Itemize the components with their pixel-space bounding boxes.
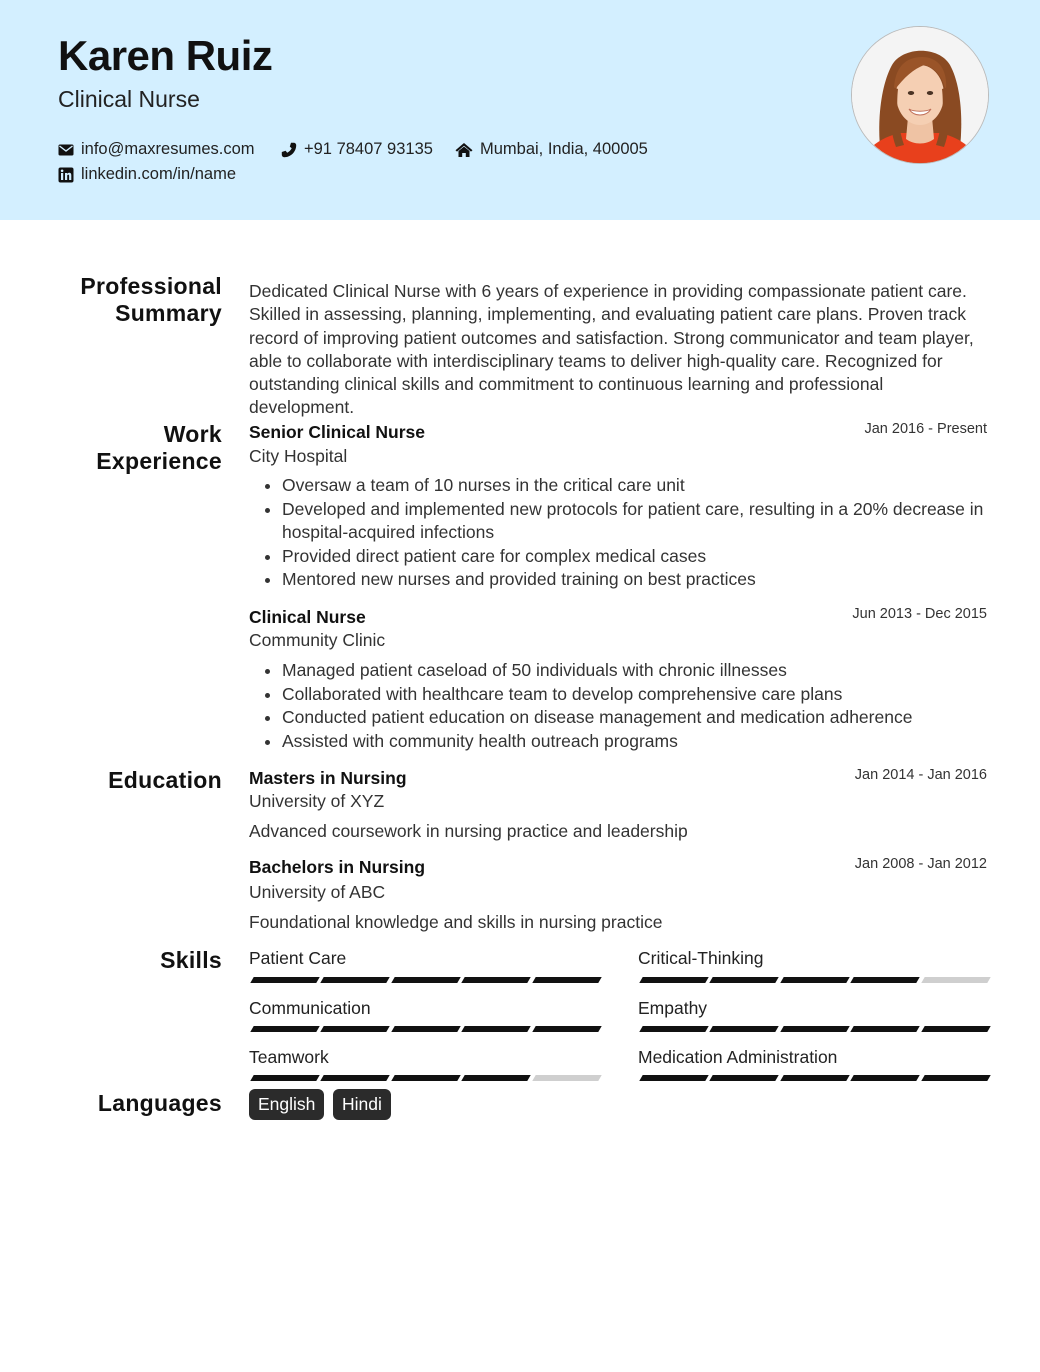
skill-level-segment: [921, 1026, 991, 1032]
skill-label: Critical-Thinking: [638, 948, 764, 968]
list-item: • Collaborated with healthcare team to develop comprehensive care plans: [282, 683, 987, 707]
phone-text: +91 78407 93135: [304, 140, 433, 158]
skill-level-segment: [850, 977, 920, 983]
list-item: • Developed and implemented new protocols for patient care, resulting in a 20% decrease in hospital-acquired infections: [282, 498, 987, 545]
skill-level-segment: [639, 1075, 709, 1081]
skill-level-segment: [391, 1075, 461, 1081]
section-title-education: Education: [108, 767, 222, 793]
skill-level-segment: [639, 977, 709, 983]
candidate-name: Karen Ruiz: [58, 32, 273, 79]
portrait-image: [852, 27, 988, 163]
address-text: Mumbai, India, 400005: [480, 140, 648, 158]
edu-date: Jan 2014 - Jan 2016: [854, 767, 987, 783]
skill-bar: [252, 977, 600, 983]
contact-linkedin[interactable]: [58, 165, 236, 184]
contact-address: [455, 140, 648, 159]
linkedin-text: linkedin.com/in/name: [81, 165, 236, 183]
skill-level-segment: [250, 977, 320, 983]
skill-level-segment: [780, 1075, 850, 1081]
skill-level-segment: [461, 1026, 531, 1032]
job-bullets: [249, 474, 987, 592]
list-item: • Oversaw a team of 10 nurses in the critical care unit: [282, 474, 987, 498]
skill-level-segment: [850, 1075, 920, 1081]
section-title-skills: Skills: [160, 947, 222, 973]
edu-degree: Masters in Nursing: [249, 768, 407, 788]
contact-email[interactable]: [58, 140, 255, 159]
list-item: • Conducted patient education on disease management and medication adherence: [282, 706, 987, 730]
skill-label: Communication: [249, 998, 371, 1018]
skill-level-segment: [710, 1026, 780, 1032]
edu-desc: Advanced coursework in nursing practice and leadership: [249, 821, 688, 841]
skill-level-segment: [639, 1026, 709, 1032]
list-item: • Assisted with community health outreach programs: [282, 730, 987, 754]
candidate-title: Clinical Nurse: [58, 86, 200, 112]
skill-level-segment: [532, 977, 602, 983]
skill-level-segment: [710, 977, 780, 983]
job-date: Jan 2016 - Present: [864, 421, 987, 437]
list-item: • Provided direct patient care for complex medical cases: [282, 545, 987, 569]
skill-level-segment: [250, 1075, 320, 1081]
skill-label: Medication Administration: [638, 1047, 838, 1067]
email-text: info@maxresumes.com: [81, 140, 255, 158]
skill-level-segment: [391, 977, 461, 983]
job-org: City Hospital: [249, 446, 348, 466]
resume-header: [0, 0, 1040, 220]
skill-label: Empathy: [638, 998, 708, 1018]
skill-label: Teamwork: [249, 1047, 329, 1067]
skill-level-segment: [921, 1075, 991, 1081]
skill-level-segment: [780, 1026, 850, 1032]
skill-label: Patient Care: [249, 948, 347, 968]
language-chip: Hindi: [333, 1089, 391, 1120]
skill-bar: [252, 1026, 600, 1032]
skill-level-segment: [321, 1075, 391, 1081]
contact-phone[interactable]: [281, 140, 433, 159]
edu-degree: Bachelors in Nursing: [249, 857, 426, 877]
job-role: Senior Clinical Nurse: [249, 422, 426, 442]
skill-level-segment: [391, 1026, 461, 1032]
summary-text: Dedicated Clinical Nurse with 6 years of experience in providing compassionate patient care. Skilled in assessing, planning, implementing, and evaluating patient care plans. Proven track record of improving patient outcomes and satisfaction. Strong communicator and team player, able to collaborate with interdisciplinary teams to deliver high-quality care. Recognized for outstanding clinical skills and commitment to continuous learning and professional development.: [249, 281, 974, 418]
job-date: Jun 2013 - Dec 2015: [852, 606, 987, 622]
skill-level-segment: [461, 1075, 531, 1081]
skill-level-segment: [321, 1026, 391, 1032]
profile-photo: [851, 26, 989, 164]
skill-level-segment: [532, 1026, 602, 1032]
job-role: Clinical Nurse: [249, 607, 366, 627]
job-bullets: [249, 659, 987, 753]
skill-level-segment: [321, 977, 391, 983]
envelope-icon: [58, 142, 74, 158]
skill-level-segment: [250, 1026, 320, 1032]
skill-level-segment: [921, 977, 991, 983]
language-chip: English: [249, 1089, 324, 1120]
linkedin-icon: [58, 167, 74, 183]
section-title-summary: Professional Summary: [80, 273, 222, 326]
section-title-languages: Languages: [97, 1090, 222, 1116]
skill-level-segment: [532, 1075, 602, 1081]
job-org: Community Clinic: [249, 630, 386, 650]
list-item: • Mentored new nurses and provided training on best practices: [282, 568, 987, 592]
skill-level-segment: [780, 977, 850, 983]
skill-level-segment: [850, 1026, 920, 1032]
edu-desc: Foundational knowledge and skills in nursing practice: [249, 912, 663, 932]
section-title-experience: Work Experience: [96, 421, 222, 474]
edu-date: Jan 2008 - Jan 2012: [854, 856, 987, 872]
skill-level-segment: [461, 977, 531, 983]
edu-school: University of ABC: [249, 882, 386, 902]
skill-bar: [641, 977, 989, 983]
list-item: • Managed patient caseload of 50 individuals with chronic illnesses: [282, 659, 987, 683]
skill-bar: [641, 1075, 989, 1081]
skill-bar: [641, 1026, 989, 1032]
skill-bar: [252, 1075, 600, 1081]
phone-icon: [281, 142, 297, 158]
home-icon: [455, 142, 473, 158]
skill-level-segment: [710, 1075, 780, 1081]
edu-school: University of XYZ: [249, 791, 385, 811]
